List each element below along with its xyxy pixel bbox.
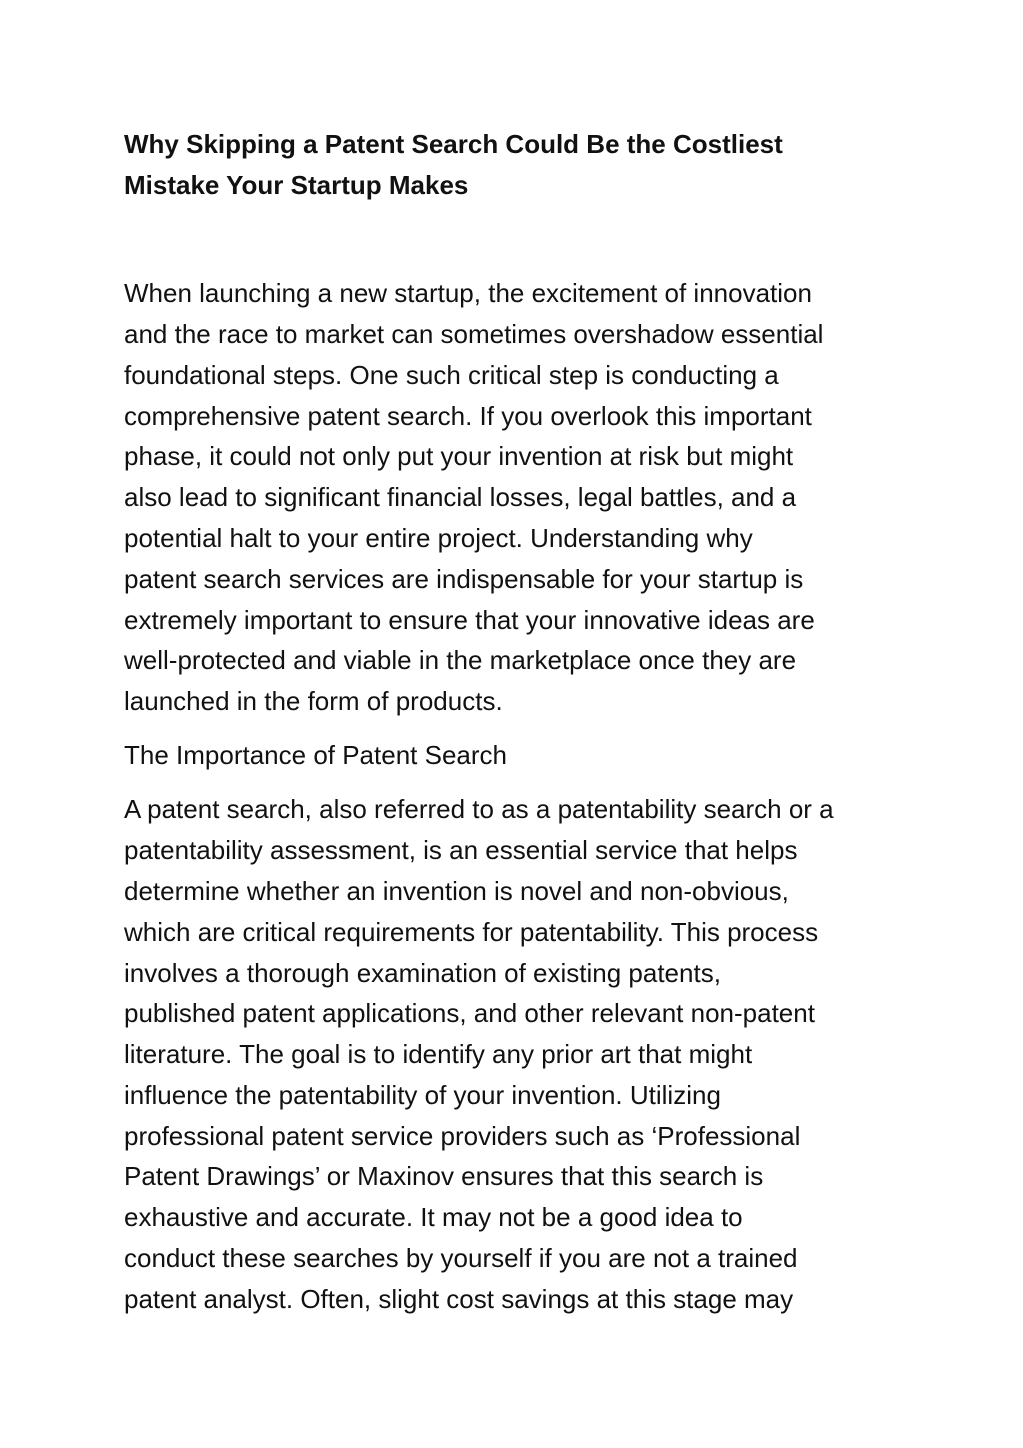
- patent-search-paragraph-line: influence the patentability of your invention. Utilizing: [124, 1080, 721, 1110]
- document-title: [124, 124, 904, 206]
- intro-paragraph-line: also lead to significant financial losses, legal battles, and a: [124, 482, 797, 512]
- patent-search-paragraph-line: involves a thorough examination of existing patents,: [124, 958, 721, 988]
- patent-search-paragraph-line: published patent applications, and other relevant non-patent: [124, 998, 815, 1028]
- patent-search-paragraph-line: professional patent service providers such as ‘Professional: [124, 1121, 801, 1151]
- patent-search-paragraph-line: exhaustive and accurate. It may not be a good idea to: [124, 1202, 743, 1232]
- patent-search-paragraph-line: A patent search, also referred to as a patentability search or a: [124, 794, 834, 824]
- patent-search-paragraph-line: literature. The goal is to identify any prior art that might: [124, 1039, 753, 1069]
- intro-paragraph-line: potential halt to your entire project. Understanding why: [124, 523, 753, 553]
- patent-search-paragraph-line: determine whether an invention is novel and non-obvious,: [124, 876, 789, 906]
- patent-search-paragraph-line: patentability assessment, is an essential service that helps: [124, 835, 798, 865]
- document-title-line-2: Mistake Your Startup Makes: [124, 170, 469, 200]
- intro-paragraph-line: When launching a new startup, the excitement of innovation: [124, 278, 812, 308]
- patent-search-paragraph-line: patent analyst. Often, slight cost savings at this stage may: [124, 1284, 794, 1314]
- patent-search-paragraph-line: Patent Drawings’ or Maxinov ensures that this search is: [124, 1161, 764, 1191]
- patent-search-paragraph-line: which are critical requirements for patentability. This process: [124, 917, 819, 947]
- intro-paragraph-line: phase, it could not only put your invention at risk but might: [124, 441, 794, 471]
- intro-paragraph-line: patent search services are indispensable for your startup is: [124, 564, 804, 594]
- intro-paragraph-line: launched in the form of products.: [124, 686, 503, 716]
- intro-paragraph-line: and the race to market can sometimes overshadow essential: [124, 319, 824, 349]
- section-heading: The Importance of Patent Search: [124, 740, 507, 770]
- intro-paragraph-line: comprehensive patent search. If you overlook this important: [124, 401, 812, 431]
- intro-paragraph-line: well-protected and viable in the marketplace once they are: [124, 645, 797, 675]
- intro-paragraph-line: extremely important to ensure that your innovative ideas are: [124, 605, 815, 635]
- document-title-line-1: Why Skipping a Patent Search Could Be the Costliest: [124, 129, 783, 159]
- patent-search-paragraph-line: conduct these searches by yourself if you are not a trained: [124, 1243, 798, 1273]
- intro-paragraph-line: foundational steps. One such critical step is conducting a: [124, 360, 779, 390]
